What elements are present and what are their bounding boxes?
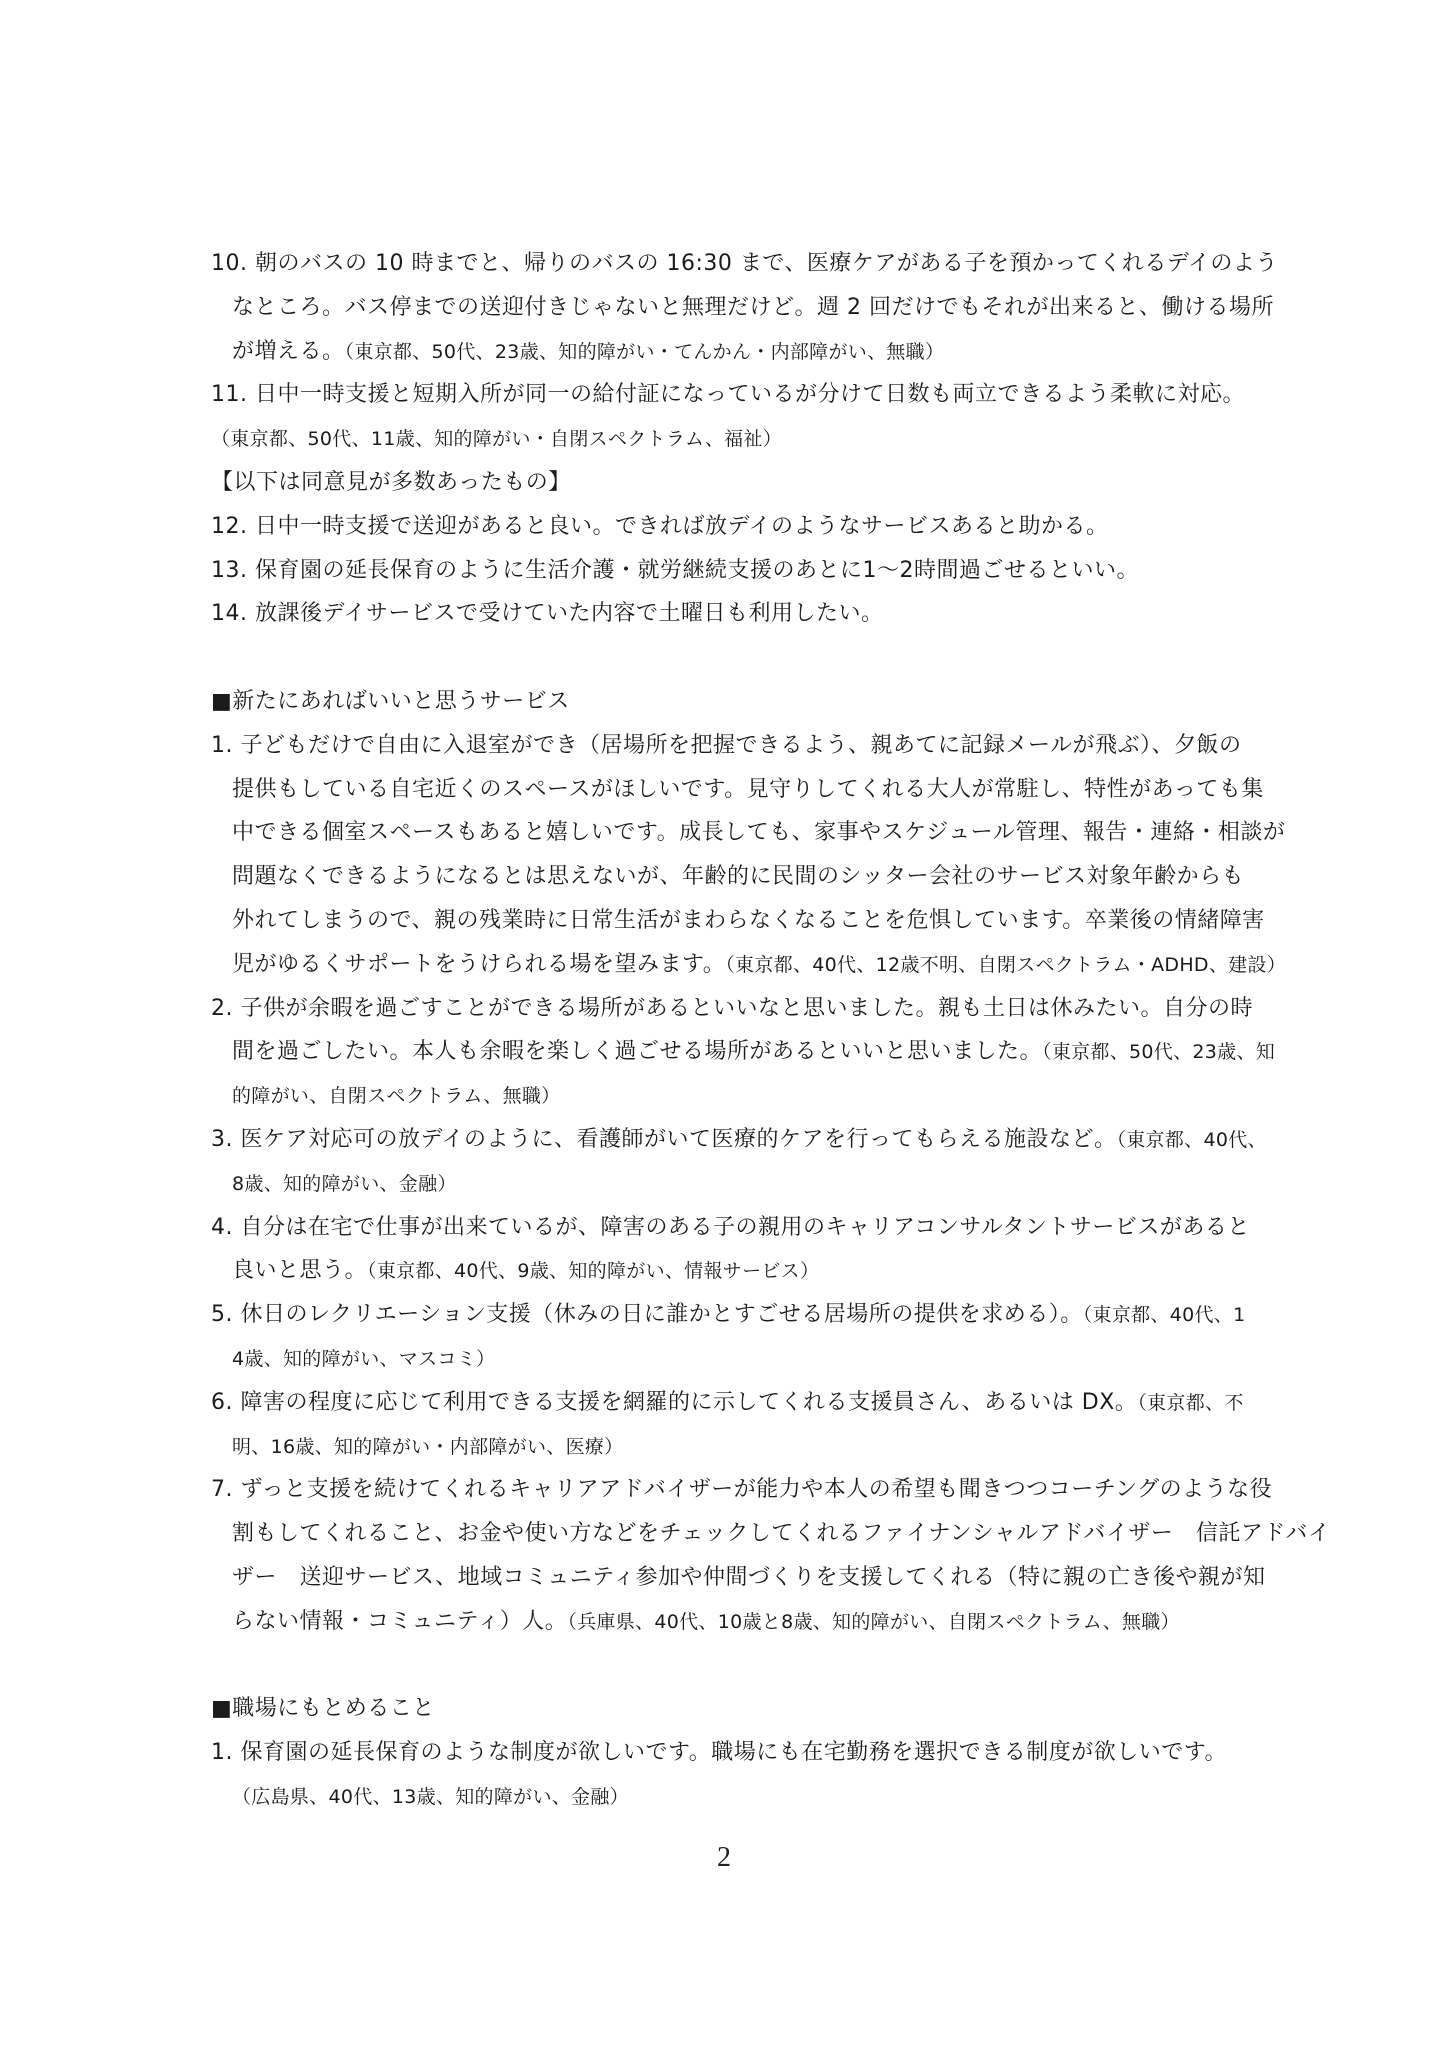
line-main-text: 11. 日中一時支援と短期入所が同一の給付証になっているが分けて日数も両立できるよう柔軟に対応。 [211,382,1245,408]
line-main-text: ■新たにあればいいと思うサービス [211,688,570,714]
line-main-text: 3. 医ケア対応可の放デイのように、看護師がいて医療的ケアを行ってもらえる施設など。 [211,1126,1117,1152]
line-main-text: らない情報・コミュニティ）人。 [232,1608,568,1634]
text-line [0,242,1448,286]
text-line [0,1162,1448,1206]
line-main-text: 中できる個室スペースもあると嬉しいです。成長しても、家事やスケジュール管理、報告・連絡・相談が [232,820,1286,846]
text-line [0,855,1448,899]
line-main-text: なところ。バス停までの送迎付きじゃないと無理だけど。週 2 回だけでもそれが出来ると、働ける場所 [232,294,1274,320]
line-main-text: 1. 子どもだけで自由に入退室ができ（居場所を把握できるよう、親あてに記録メールが飛ぶ）、夕飯の [211,732,1242,758]
line-attribution-text: （東京都、40代、1 [1082,1304,1246,1327]
line-main-text: 12. 日中一時支援で送迎があると良い。できれば放デイのようなサービスあると助かる。 [211,513,1109,539]
text-line [0,1337,1448,1381]
line-attribution-text: 4歳、知的障がい、マスコミ） [232,1347,496,1370]
line-attribution-text: （東京都、50代、23歳、知 [1042,1041,1276,1064]
text-line [0,373,1448,417]
line-attribution-text: （東京都、不 [1137,1391,1244,1414]
text-line [0,1074,1448,1118]
line-main-text: 4. 自分は在宅で仕事が出来ているが、障害のある子の親用のキャリアコンサルタントサービスがあると [211,1214,1250,1240]
text-line [0,417,1448,461]
text-line [0,943,1448,987]
line-attribution-text: （広島県、40代、13歳、知的障がい、金融） [232,1785,629,1808]
text-line [0,505,1448,549]
line-main-text: 提供もしている自宅近くのスペースがほしいです。見守りしてくれる大人が常駐し、特性があっても集 [232,776,1264,802]
line-attribution-text: 明、16歳、知的障がい・内部障がい、医療） [232,1435,624,1458]
line-main-text: 6. 障害の程度に応じて利用できる支援を網羅的に示してくれる支援員さん、あるいは DX。 [211,1389,1138,1415]
line-main-text: 割もしてくれること、お金や使い方などをチェックしてくれるファイナンシャルアドバイザー 信託アドバイ [232,1521,1331,1547]
text-line [0,1293,1448,1337]
line-attribution-text: 的障がい、自閉スペクトラム、無職） [232,1085,561,1108]
text-line [0,987,1448,1031]
text-line [0,330,1448,374]
line-main-text: 10. 朝のバスの 10 時までと、帰りのバスの 16:30 まで、医療ケアがある子を預かってくれるデイのよう [211,251,1278,276]
line-attribution-text: 8歳、知的障がい、金融） [232,1172,457,1195]
text-line [0,1030,1448,1074]
text-line [0,1775,1448,1819]
line-main-text: 13. 保育園の延長保育のように生活介護・就労継続支援のあとに1～2時間過ごせるといい。 [211,557,1139,583]
text-line [0,592,1448,636]
text-line [0,1600,1448,1644]
line-attribution-text: （東京都、40代、12歳不明、自閉スペクトラム・ADHD、建設） [725,953,1287,976]
line-attribution-text: （兵庫県、40代、10歳と8歳、知的障がい、自閉スペクトラム、無職） [567,1610,1180,1633]
text-line [0,1556,1448,1600]
text-line [0,768,1448,812]
line-main-text: 【以下は同意見が多数あったもの】 [211,469,571,495]
text-line [0,724,1448,768]
line-main-text: 5. 休日のレクリエーション支援（休みの日に誰かとすごせる居場所の提供を求める）。 [211,1302,1083,1328]
text-line [0,1468,1448,1512]
line-main-text: 1. 保育園の延長保育のような制度が欲しいです。職場にも在宅勤務を選択できる制度が欲しいです。 [211,1740,1227,1766]
document-content [0,242,1448,1819]
line-main-text: ザー 送迎サービス、地域コミュニティ参加や仲間づくりを支援してくれる（特に親の亡き後や親が知 [232,1564,1266,1590]
line-main-text: 良いと思う。 [232,1258,368,1284]
line-main-text: 14. 放課後デイサービスで受けていた内容で土曜日も利用したい。 [211,601,884,627]
text-line [0,811,1448,855]
line-main-text: 間を過ごしたい。本人も余暇を楽しく過ごせる場所があるといいと思いました。 [232,1039,1043,1065]
line-attribution-text: （東京都、50代、11歳、知的障がい・自閉スペクトラム、福祉） [211,428,783,451]
text-line [0,1249,1448,1293]
text-line [0,1644,1448,1688]
line-attribution-text: （東京都、50代、23歳、知的障がい・てんかん・内部障がい、無職） [344,340,945,363]
line-main-text: 問題なくできるようになるとは思えないが、年齢的に民間のシッター会社のサービス対象年齢からも [232,864,1245,890]
line-main-text: ■職場にもとめること [211,1696,435,1722]
line-main-text: 児がゆるくサポートをうけられる場を望みます。 [232,951,726,977]
text-line [0,1512,1448,1556]
line-main-text: 2. 子供が余暇を過ごすことができる場所があるといいなと思いました。親も土日は休みたい。自分の時 [211,995,1253,1021]
text-line [0,1206,1448,1250]
text-line [0,549,1448,593]
text-line [0,680,1448,724]
line-attribution-text: （東京都、40代、 [1116,1128,1267,1151]
text-line [0,1731,1448,1775]
text-line [0,636,1448,680]
page-number: 2 [717,1842,731,1873]
text-line [0,1118,1448,1162]
text-line [0,1425,1448,1469]
text-line [0,286,1448,330]
text-line [0,1381,1448,1425]
text-line [0,1687,1448,1731]
line-main-text: 7. ずっと支援を続けてくれるキャリアアドバイザーが能力や本人の希望も聞きつつコーチングのような役 [211,1477,1273,1503]
text-line [0,461,1448,505]
line-attribution-text: （東京都、40代、9歳、知的障がい、情報サービス） [367,1260,820,1283]
text-line [0,899,1448,943]
line-main-text: が増える。 [232,338,345,364]
line-main-text: 外れてしまうので、親の残業時に日常生活がまわらなくなることを危惧しています。卒業後の情緒障害 [232,907,1265,933]
